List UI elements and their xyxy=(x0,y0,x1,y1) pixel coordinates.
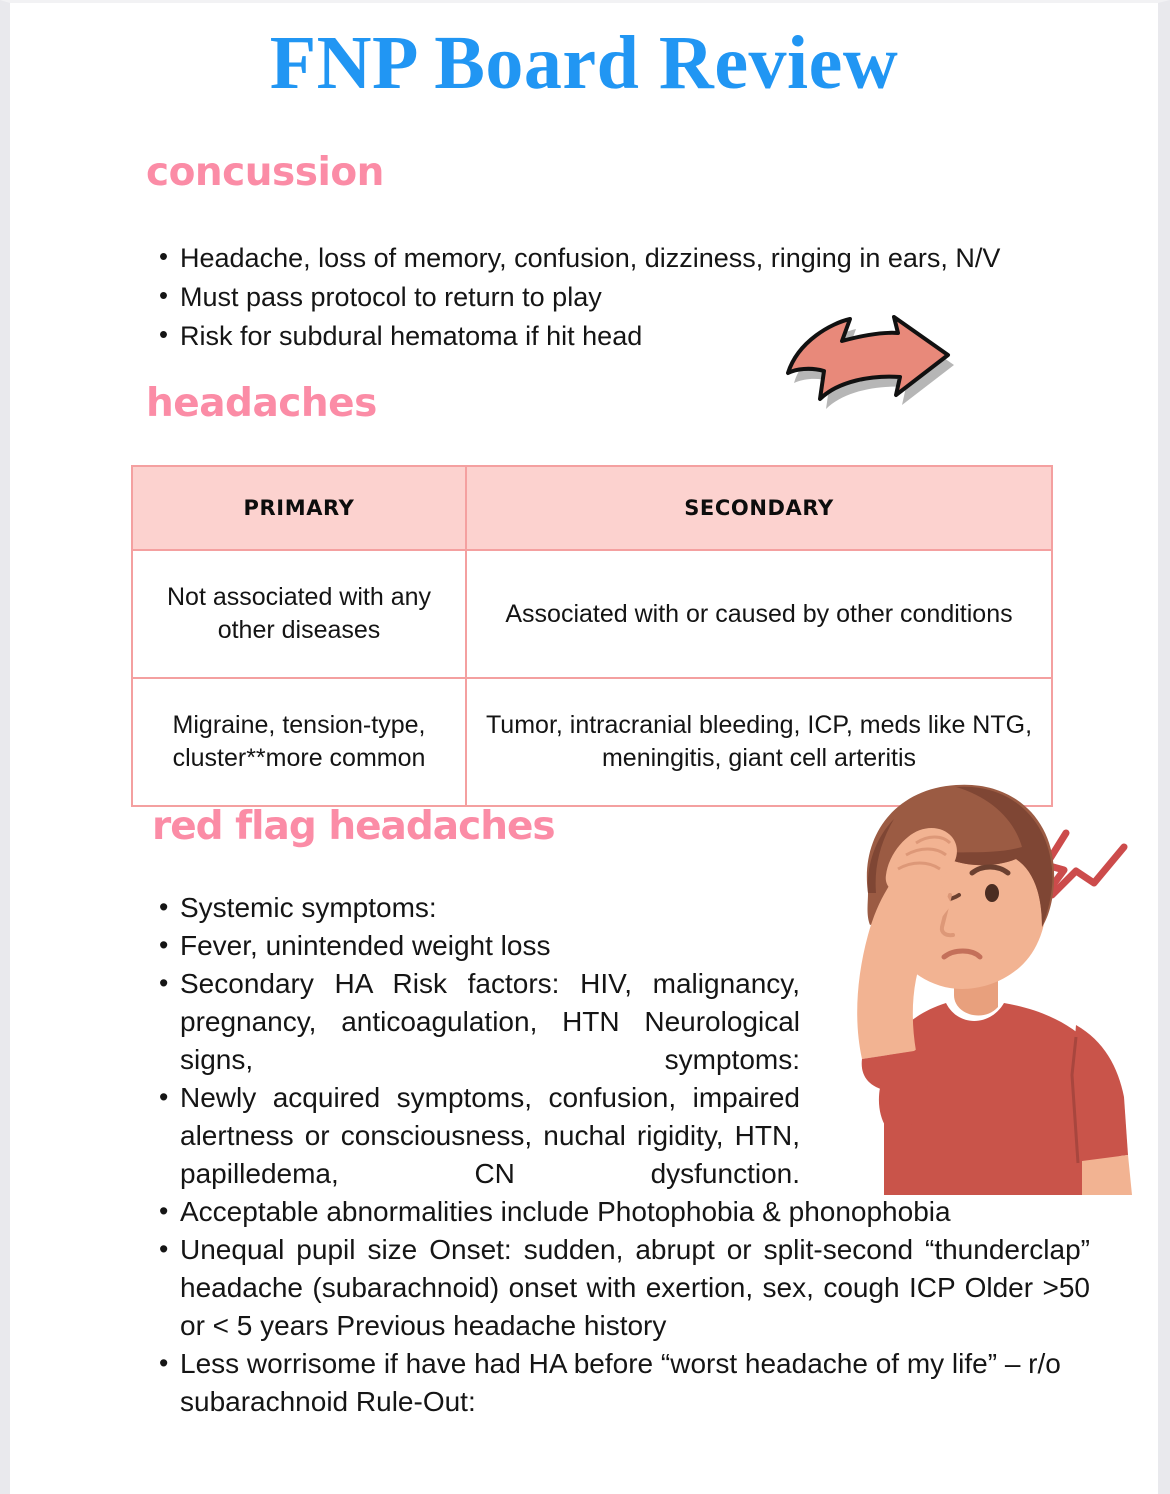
list-item xyxy=(150,1231,1090,1345)
table-header xyxy=(132,466,1052,550)
table-body xyxy=(132,550,1052,806)
list-item xyxy=(150,1193,1085,1231)
bullet-text: Systemic symptoms: xyxy=(180,892,437,923)
pain-lightning-bolts xyxy=(1044,833,1124,897)
table-cell-primary-definition: Not associated with any other diseases xyxy=(132,550,466,678)
section-heading-concussion: concussion xyxy=(146,150,384,195)
bullet-text: Must pass protocol to return to play xyxy=(180,282,602,312)
bullet-text: Fever, unintended weight loss xyxy=(180,930,551,961)
bullet-text: Unequal pupil size Onset: sudden, abrupt or split-second “thunderclap” headache (subarachnoid) onset with exertion, sex, cough ICP Older >50 or < 5 years Previous headache history xyxy=(180,1234,1090,1341)
list-item xyxy=(150,1079,800,1193)
list-item xyxy=(150,889,780,927)
list-item xyxy=(150,239,1090,278)
table-column-header-primary: PRIMARY xyxy=(132,466,466,550)
bullet-text: Secondary HA Risk factors: HIV, malignancy, pregnancy, anticoagulation, HTN Neurological signs, symptoms: xyxy=(180,968,800,1075)
curved-right-arrow-icon xyxy=(780,315,980,435)
list-item xyxy=(150,965,800,1079)
bullet-text: Headache, loss of memory, confusion, dizziness, ringing in ears, N/V xyxy=(180,243,1001,273)
bullet-text: Risk for subdural hematoma if hit head xyxy=(180,321,643,351)
bullet-text: Newly acquired symptoms, confusion, impaired alertness or consciousness, nuchal rigidity, HTN, papilledema, CN dysfunction. xyxy=(180,1082,800,1189)
bullet-text: Acceptable abnormalities include Photophobia & phonophobia xyxy=(180,1196,951,1227)
table-cell-secondary-definition: Associated with or caused by other conditions xyxy=(466,550,1052,678)
table-cell-primary-examples: Migraine, tension-type, cluster**more common xyxy=(132,678,466,806)
man-with-headache-illustration xyxy=(776,775,1168,1195)
section-heading-headaches: headaches xyxy=(146,381,377,426)
list-item xyxy=(150,927,780,965)
bullet-text: Less worrisome if have had HA before “worst headache of my life” – r/o subarachnoid Rule-Out: xyxy=(180,1348,1061,1417)
list-item xyxy=(150,1345,1095,1421)
table-header-row xyxy=(132,466,1052,550)
table-row xyxy=(132,550,1052,678)
list-item xyxy=(150,278,1090,317)
page-title: FNP Board Review xyxy=(269,21,899,105)
table-cell-secondary-examples: Tumor, intracranial bleeding, ICP, meds like NTG, meningitis, giant cell arteritis xyxy=(466,678,1052,806)
headaches-comparison-table xyxy=(131,465,1053,807)
table-column-header-secondary: SECONDARY xyxy=(466,466,1052,550)
section-heading-red-flag-headaches: red flag headaches xyxy=(152,804,555,849)
page-sheet xyxy=(10,3,1158,1494)
